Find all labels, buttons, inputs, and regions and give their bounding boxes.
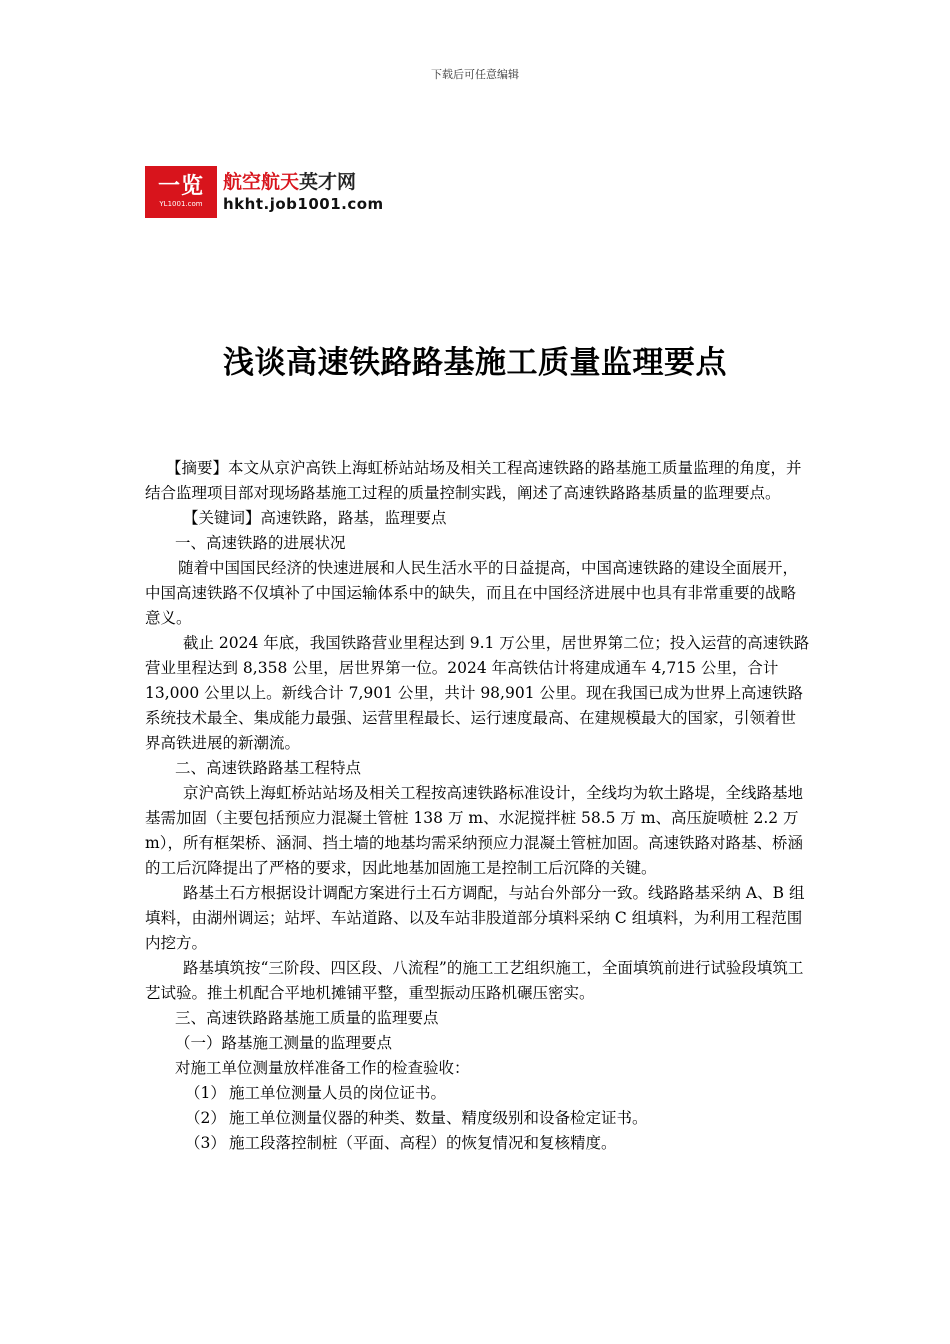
logo-text [223,170,384,214]
keywords-paragraph: 【关键词】高速铁路，路基，监理要点 [183,509,447,527]
logo-mark-domain: YL1001.com [159,200,203,208]
body-paragraph: 路基填筑按“三阶段、四区段、八流程”的施工工艺组织施工，全面填筑前进行试验段填筑工艺试验。推土机配合平地机摊铺平整，重型振动压路机碾压密实。 [145,959,804,1002]
document-body [145,456,810,1156]
section-heading-2: 二、高速铁路路基工程特点 [175,759,362,777]
body-paragraph: 对施工单位测量放样准备工作的检查验收： [175,1059,470,1077]
list-item-text: 施工单位测量人员的岗位证书。 [229,1084,447,1102]
list-item [145,1106,810,1131]
logo-mark-text: 一览 [157,174,204,199]
abstract-paragraph: 【摘要】本文从京沪高铁上海虹桥站站场及相关工程高速铁路的路基施工质量监理的角度，并结合监理项目部对现场路基施工过程的质量控制实践，阐述了高速铁路路基质量的监理要点。 [145,459,802,502]
page-header-note: 下载后可任意编辑 [431,68,519,81]
list-item-label: （2） [185,1109,226,1127]
subsection-heading: （一）路基施工测量的监理要点 [175,1034,393,1052]
body-paragraph: 京沪高铁上海虹桥站站场及相关工程按高速铁路标准设计，全线均为软土路堤，全线路基地基需加固（主要包括预应力混凝土管桩 138 万 m、水泥搅拌桩 58.5 万 m、高压旋喷桩 2.2 万 m），所有框架桥、涵洞、挡土墙的地基均需采纳预应力混凝土管桩加固。高速铁路对路基、桥涵的工后沉降提出了严格的要求，因此地基加固施工是控制工后沉降的关键。 [145,784,804,877]
logo-url: hkht.job1001.com [223,195,384,213]
list-item [145,1081,810,1106]
logo-mark [145,166,217,218]
logo-name-red: 航空航天 [223,171,300,193]
body-paragraph: 路基土石方根据设计调配方案进行土石方调配，与站台外部分一致。线路路基采纳 A、B 组填料，由湖州调运；站坪、车站道路、以及车站非股道部分填料采纳 C 组填料，为利用工程范围内挖方。 [145,884,805,952]
section-heading-1: 一、高速铁路的进展状况 [175,534,346,552]
logo-name-dark: 英才网 [299,171,357,193]
logo-site-name [223,170,384,194]
body-paragraph: 截止 2024 年底，我国铁路营业里程达到 9.1 万公里，居世界第二位；投入运营的高速铁路营业里程达到 8,358 公里，居世界第一位。2024 年高铁估计将建成通车 4,715 公里，合计 13,000 公里以上。新线合计 7,901 公里，共计 98,901 公里。现在我国已成为世界上高速铁路系统技术最全、集成能力最强、运营里程最长、运行速度最高、在建规模最大的国家，引领着世界高铁进展的新潮流。 [145,634,810,752]
section-heading-3: 三、高速铁路路基施工质量的监理要点 [175,1009,439,1027]
site-logo [145,166,384,218]
body-paragraph: 随着中国国民经济的快速进展和人民生活水平的日益提高，中国高速铁路的建设全面展开，中国高速铁路不仅填补了中国运输体系中的缺失，而且在中国经济进展中也具有非常重要的战略意义。 [145,559,799,627]
document-title: 浅谈高速铁路路基施工质量监理要点 [223,345,727,381]
list-item-text: 施工段落控制桩（平面、高程）的恢复情况和复核精度。 [229,1134,617,1152]
list-item-label: （1） [185,1084,226,1102]
list-item-text: 施工单位测量仪器的种类、数量、精度级别和设备检定证书。 [229,1109,648,1127]
list-item-label: （3） [185,1134,226,1152]
list-item [145,1131,810,1156]
